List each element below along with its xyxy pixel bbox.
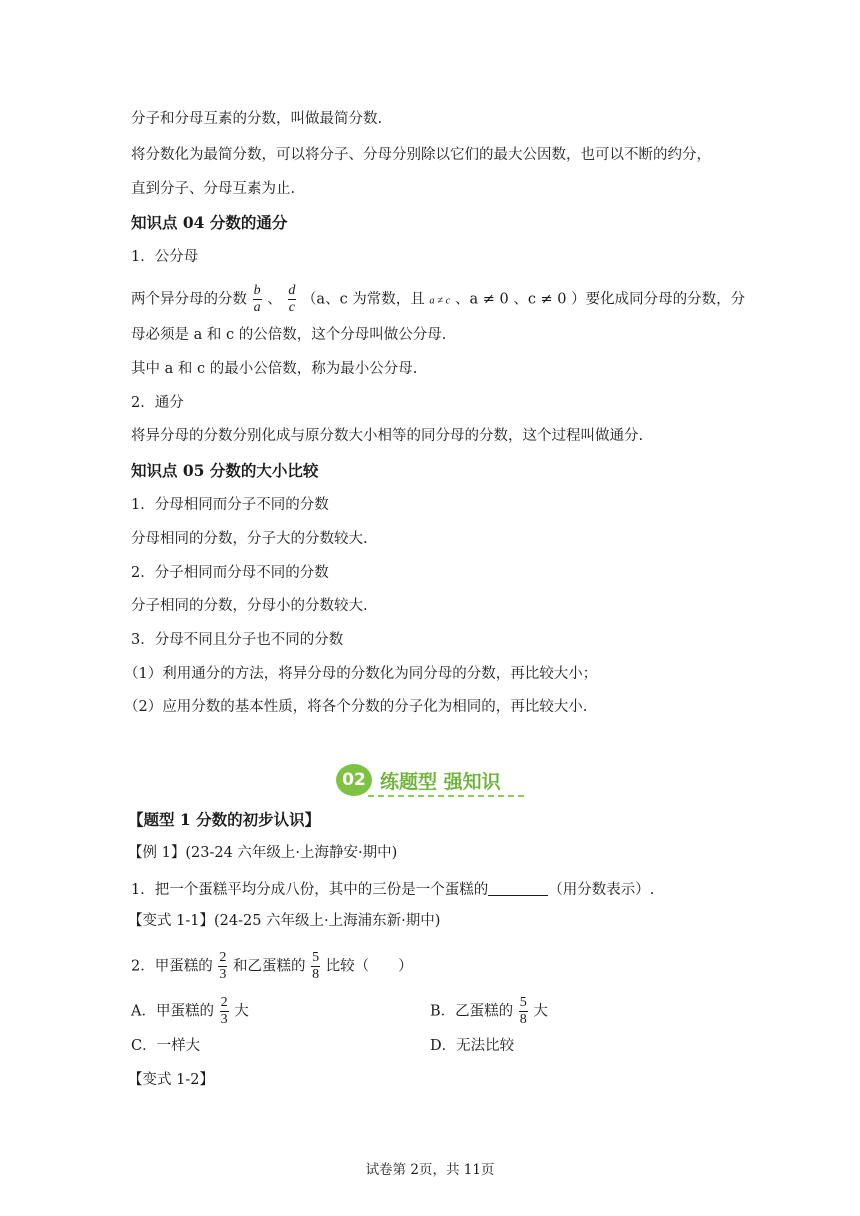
section-number-badge: 02 <box>336 764 372 796</box>
option-b-text: B．乙蛋糕的 <box>430 1003 514 1020</box>
question-2 <box>131 951 413 982</box>
fraction-2-over-3 <box>218 951 227 982</box>
condition-text: （a、c 为常数，且 <box>301 291 425 308</box>
frac-num: d <box>288 283 296 298</box>
fraction-2-over-3 <box>220 996 229 1027</box>
kp05-s2: 2．分子相同而分母不同的分数 <box>131 565 329 581</box>
fraction-5-over-8 <box>311 951 320 982</box>
condition-a-neq-c: a ≠ c <box>429 295 451 307</box>
fraction-5-over-8 <box>519 996 528 1027</box>
option-a[interactable] <box>131 996 249 1027</box>
option-a-end: 大 <box>234 1003 249 1020</box>
question-1 <box>131 880 654 900</box>
question-1-end: （用分数表示）. <box>548 882 655 898</box>
kp05-s3b: （2）应用分数的基本性质，将各个分数的分子化为相同的，再比较大小. <box>124 699 588 715</box>
variant-1-1-header <box>128 911 440 931</box>
question-2-part-b: 和乙蛋糕的 <box>232 958 306 975</box>
kp05-s2-text: 分子相同的分数，分母小的分数较大. <box>131 598 368 614</box>
kp04-heading: 知识点 04 分数的通分 <box>131 213 288 232</box>
fraction-b-over-a <box>253 284 262 315</box>
example-1-source: (23-24 六年级上·上海静安·期中) <box>185 845 398 861</box>
kp04-intro <box>131 284 745 315</box>
line-1: 分子和分母互素的分数，叫做最简分数. <box>131 111 383 127</box>
separator: 、 <box>267 291 282 308</box>
frac-den: 8 <box>312 967 320 982</box>
frac-den: 3 <box>220 1012 228 1027</box>
variant-1-2-label: 【变式 1-2】 <box>128 1072 214 1088</box>
kp05-s1: 1．分母相同而分子不同的分数 <box>131 497 329 513</box>
frac-num: 2 <box>219 950 227 965</box>
option-c[interactable]: C．一样大 <box>131 1038 201 1054</box>
variant-1-1-label: 【变式 1-1】 <box>128 913 214 929</box>
fraction-d-over-c <box>287 284 296 315</box>
frac-den: a <box>253 300 261 315</box>
option-b-end: 大 <box>533 1003 548 1020</box>
frac-num: 5 <box>312 950 320 965</box>
option-d[interactable]: D．无法比较 <box>430 1038 515 1054</box>
variant-1-1-source: (24-25 六年级上·上海浦东新·期中) <box>213 913 441 929</box>
example-1-header <box>128 843 397 863</box>
kp04-line2: 母必须是 a 和 c 的公倍数，这个分母叫做公分母. <box>131 327 447 343</box>
frac-den: c <box>288 300 295 315</box>
question-1-text: 1．把一个蛋糕平均分成八份，其中的三份是一个蛋糕的 <box>131 882 489 898</box>
question-2-part-c: 比较（ ） <box>325 958 413 975</box>
line-2: 将分数化为最简分数，可以将分子、分母分别除以它们的最大公因数，也可以不断的约分， <box>131 147 711 163</box>
kp04-sub2: 2．通分 <box>131 395 184 411</box>
kp05-s1-text: 分母相同的分数，分子大的分数较大. <box>131 531 368 547</box>
kp05-s3a: （1）利用通分的方法，将异分母的分数化为同分母的分数，再比较大小； <box>124 666 598 682</box>
section-banner-title: 练题型 强知识 <box>380 771 501 793</box>
kp04-sub1: 1．公分母 <box>131 249 199 265</box>
line-3: 直到分子、分母互素为止. <box>131 181 296 197</box>
kp05-heading: 知识点 05 分数的大小比较 <box>131 461 319 480</box>
frac-den: 3 <box>219 967 227 982</box>
page-footer: 试卷第 2页，共 11页 <box>365 1162 495 1178</box>
section-banner <box>336 762 526 802</box>
kp04-intro-prefix: 两个异分母的分数 <box>131 291 247 308</box>
frac-den: 8 <box>519 1012 527 1027</box>
answer-blank[interactable] <box>488 881 548 896</box>
question-2-part-a: 2．甲蛋糕的 <box>131 958 213 975</box>
frac-num: b <box>253 283 261 298</box>
kp04-line3: 其中 a 和 c 的最小公倍数，称为最小公分母. <box>131 361 418 377</box>
condition-end: ）要化成同分母的分数，分 <box>571 291 746 308</box>
example-1-label: 【例 1】 <box>128 845 186 861</box>
option-a-text: A．甲蛋糕的 <box>131 1003 214 1020</box>
option-b[interactable] <box>430 996 548 1027</box>
type1-heading: 【题型 1 分数的初步认识】 <box>128 810 321 829</box>
kp05-s3: 3．分母不同且分子也不同的分数 <box>131 632 344 648</box>
kp04-line4: 将异分母的分数分别化成与原分数大小相等的同分母的分数，这个过程叫做通分. <box>131 428 644 444</box>
frac-num: 5 <box>519 995 527 1010</box>
banner-dashed-underline <box>368 795 524 797</box>
condition-nonzero: 、a ≠ 0 、c ≠ 0 <box>454 291 567 308</box>
frac-num: 2 <box>220 995 228 1010</box>
